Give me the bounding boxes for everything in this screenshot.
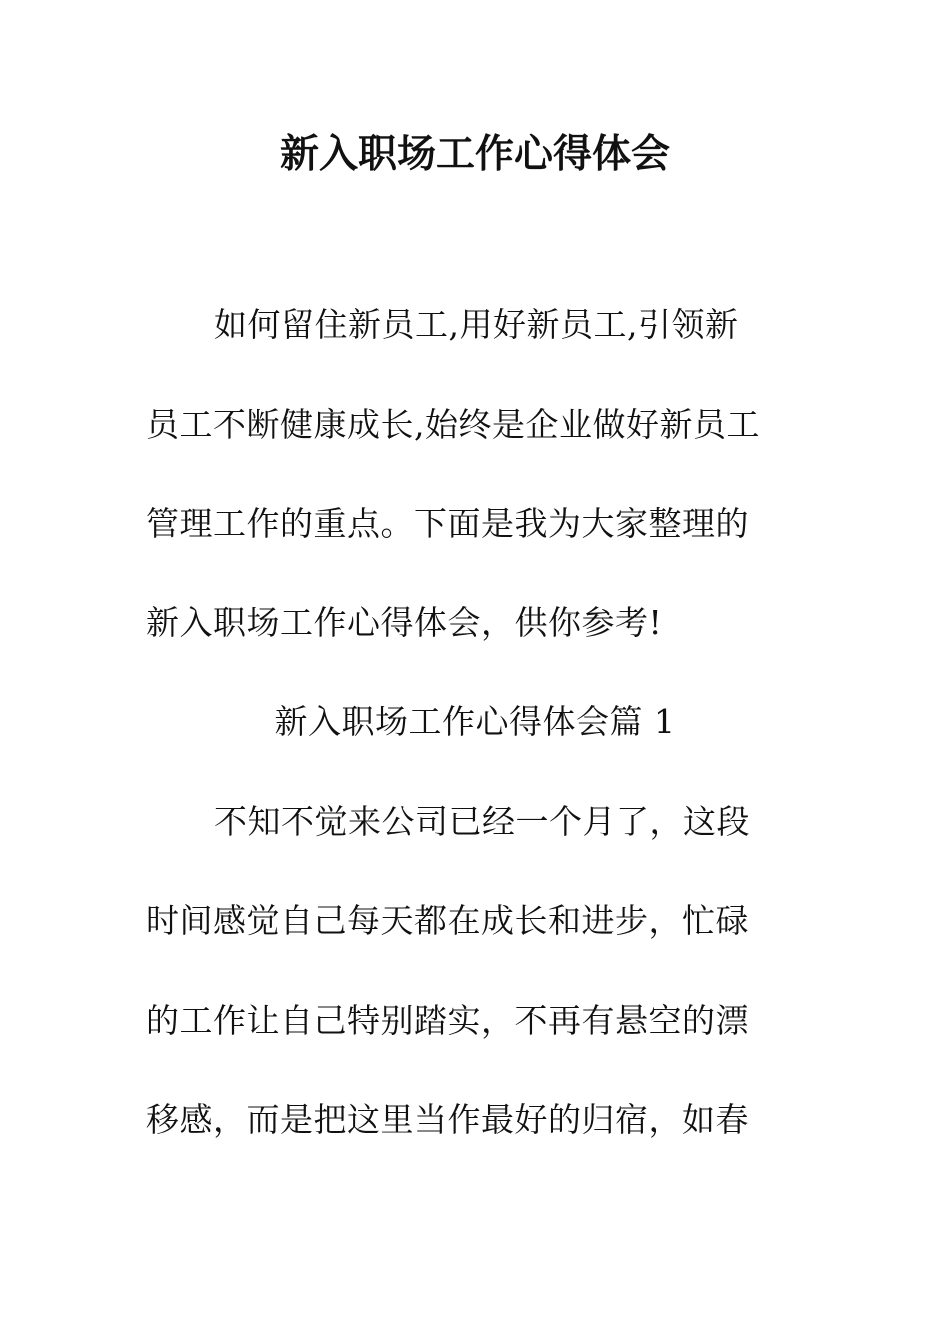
document-title: 新入职场工作心得体会 xyxy=(279,131,670,177)
intro-line-2: 员工不断健康成长,始终是企业做好新员工 xyxy=(146,405,760,444)
section-line-3: 的工作让自己特别踏实，不再有悬空的漂 xyxy=(146,1001,749,1040)
intro-line-3: 管理工作的重点。下面是我为大家整理的 xyxy=(146,504,749,543)
intro-line-4: 新入职场工作心得体会，供你参考! xyxy=(146,603,663,642)
section-heading: 新入职场工作心得体会篇 1 xyxy=(274,702,676,741)
section-line-4: 移感，而是把这里当作最好的归宿，如春 xyxy=(146,1100,749,1139)
intro-line-1: 如何留住新员工,用好新员工,引领新 xyxy=(214,305,739,344)
section-line-2: 时间感觉自己每天都在成长和进步，忙碌 xyxy=(146,901,749,940)
section-line-1: 不知不觉来公司已经一个月了，这段 xyxy=(214,802,750,841)
